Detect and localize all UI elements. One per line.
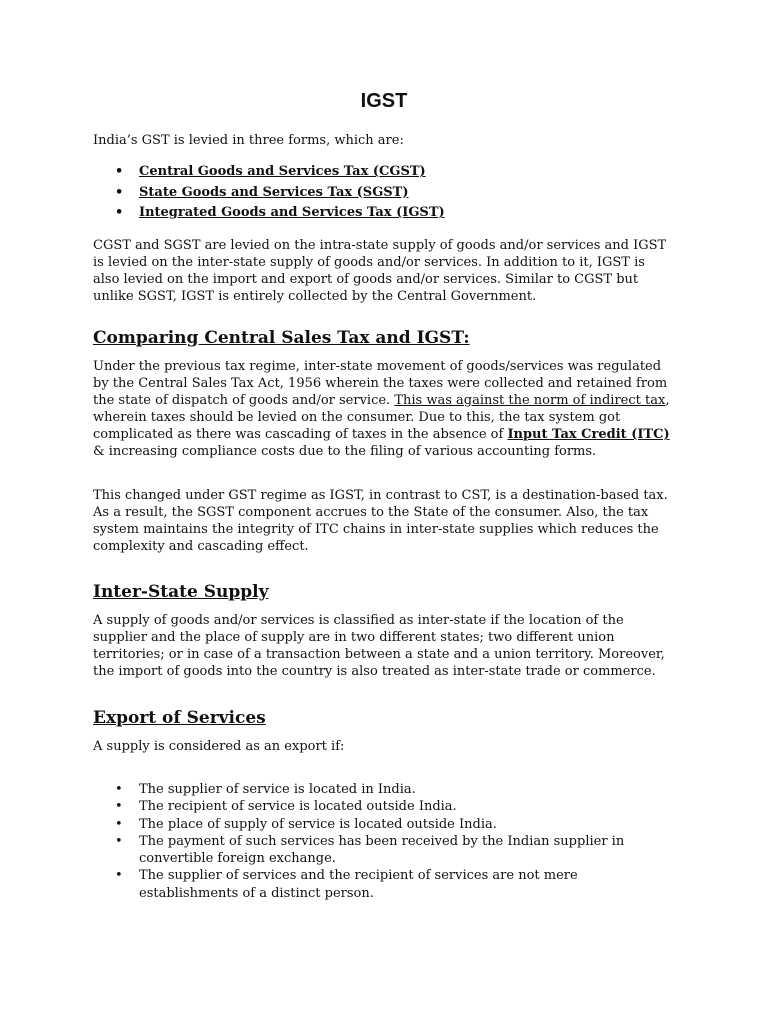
list-item (93, 816, 653, 833)
bullet-icon: • (115, 184, 124, 200)
bullet-icon: • (115, 816, 123, 832)
section-heading-comparing: Comparing Central Sales Tax and IGST: (93, 328, 470, 348)
bullet-icon: • (115, 833, 123, 849)
list-item (93, 867, 653, 902)
bullet-icon: • (115, 205, 124, 220)
bullet-icon: • (115, 868, 123, 884)
document-title: IGST (360, 90, 408, 112)
list-item (93, 162, 653, 183)
comparison-paragraph (93, 358, 673, 460)
list-item-text: The supplier of services and the recipient of services are not mere establishments of a distinct person. (139, 868, 578, 901)
intro-text: India’s GST is levied in three forms, which are: (93, 133, 404, 148)
bullet-icon: • (115, 799, 123, 815)
destination-tax-paragraph: This changed under GST regime as IGST, in contrast to CST, is a destination-based tax. As a result, the SGST component accrues to the State of the consumer. Also, the tax system maintains the integrity of ITC chains in inter-state supplies which reduces the complexity and cascading effect. (93, 488, 668, 554)
igst-link[interactable]: Integrated Goods and Services Tax (IGST) (139, 205, 445, 220)
list-item-text: The supplier of service is located in India. (139, 782, 416, 797)
export-conditions-list (93, 781, 653, 902)
section-heading-inter-state: Inter-State Supply (93, 582, 269, 602)
list-item (93, 781, 653, 798)
bullet-icon: • (115, 782, 123, 797)
sgst-link[interactable]: State Goods and Services Tax (SGST) (139, 184, 409, 200)
list-item (93, 833, 653, 868)
export-intro: A supply is considered as an export if: (93, 739, 345, 754)
list-item (93, 798, 653, 815)
comparison-text-b: , wherein taxes should be levied on the consumer. Due to this, the tax system got complicated as there was cascading of taxes in the absence of (93, 393, 670, 442)
comparison-text-a: Under the previous tax regime, inter-state movement of goods/services was regulated by the Central Sales Tax Act, 1956 wherein the taxes were collected and retained from the state of dispatch of goods and/or service. (93, 359, 668, 408)
comparison-text-c: & increasing compliance costs due to the filing of various accounting forms. (93, 444, 597, 459)
list-item (93, 203, 653, 224)
list-item-text: The payment of such services has been received by the Indian supplier in convertible foreign exchange. (139, 833, 625, 867)
gst-forms-list (93, 162, 653, 224)
list-item (93, 183, 653, 204)
inter-state-paragraph: A supply of goods and/or services is classified as inter-state if the location of the supplier and the place of supply are in two different states; two different union territories; or in case of a transaction between a state and a union territory. Moreover, the import of goods into the country is also treated as inter-state trade or commerce. (93, 613, 665, 679)
section-heading-export: Export of Services (93, 708, 266, 728)
bullet-icon: • (115, 164, 124, 179)
cgst-link[interactable]: Central Goods and Services Tax (CGST) (139, 164, 426, 179)
input-tax-credit-link[interactable]: Input Tax Credit (ITC) (507, 427, 670, 442)
list-item-text: The recipient of service is located outside India. (139, 799, 457, 815)
indirect-tax-norm-link[interactable]: This was against the norm of indirect tax (394, 393, 666, 408)
levy-paragraph: CGST and SGST are levied on the intra-state supply of goods and/or services and IGST is levied on the inter-state supply of goods and/or services. In addition to it, IGST is also levied on the import and export of goods and/or services. Similar to CGST but unlike SGST, IGST is entirely collected by the Central Government. (93, 238, 667, 304)
list-item-text: The place of supply of service is located outside India. (139, 816, 497, 832)
